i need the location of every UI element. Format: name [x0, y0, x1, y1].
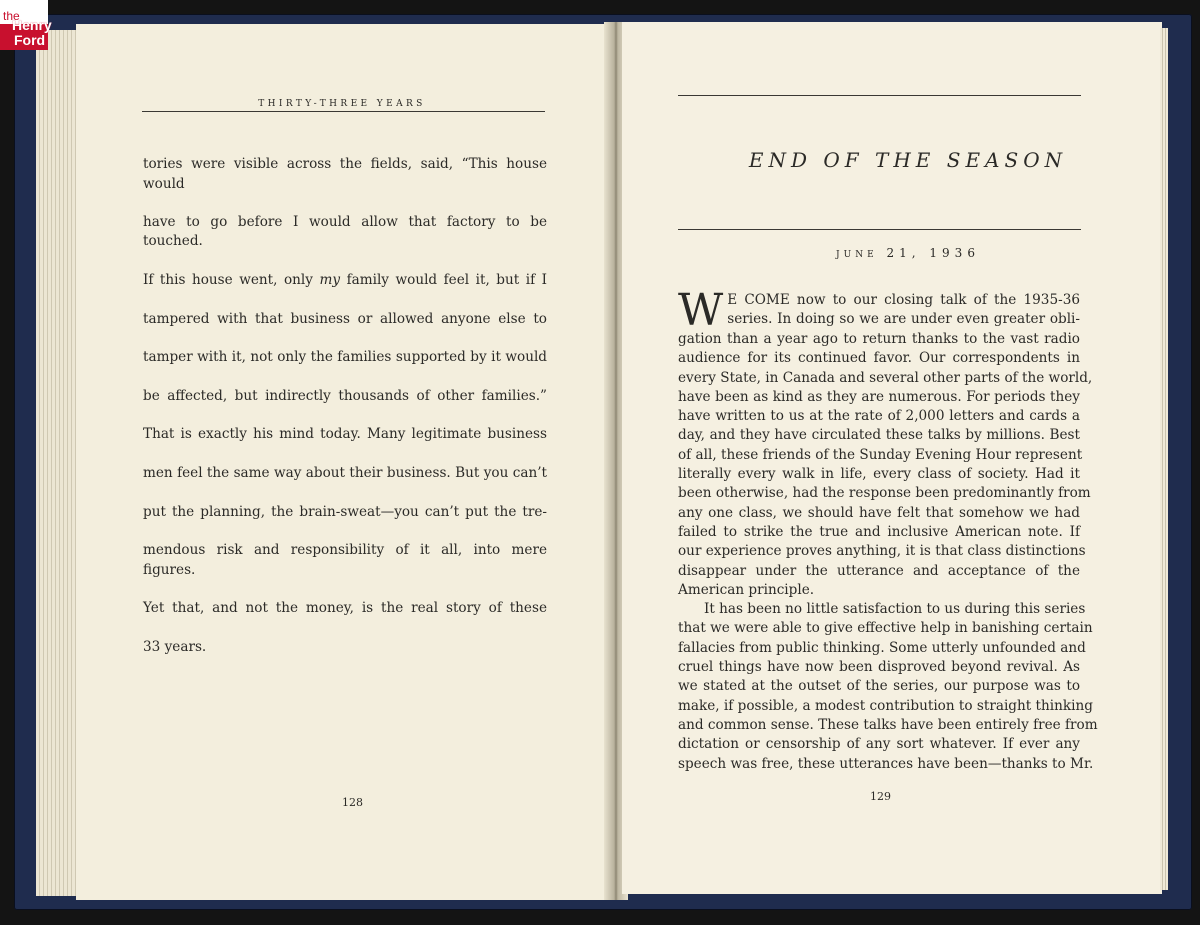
logo-ford-text: Ford: [14, 32, 46, 48]
right-page-edges: [1160, 28, 1168, 890]
text-line: have written to us at the rate of 2,000 letters and cards a: [678, 408, 1080, 425]
text-line: dictation or censorship of any sort whatever. If ever any: [678, 736, 1080, 753]
henry-ford-logo: [0, 0, 52, 50]
text-line: 33 years.: [143, 638, 207, 655]
text-line: disappear under the utterance and acceptance of the: [678, 562, 1080, 579]
chapter-title: END OF THE SEASON: [748, 148, 1068, 172]
left-page-edges: [36, 30, 80, 896]
text-line: be affected, but indirectly thousands of other families.”: [143, 387, 547, 404]
text-line: mendous risk and responsibility of it all, into mere figures.: [143, 542, 547, 578]
text-line: Yet that, and not the money, is the real story of these: [143, 600, 547, 617]
running-head-rule: [142, 111, 545, 112]
right-page: [622, 22, 1162, 894]
text-line: fallacies from public thinking. Some utterly unfounded and: [678, 639, 1086, 656]
text-line: and common sense. These talks have been entirely free from: [678, 716, 1098, 733]
text-line: American principle.: [678, 581, 815, 598]
text-line: any one class, we should have felt that somehow we had: [678, 504, 1080, 521]
text-line: If this house went, only my family would feel it, but if I: [143, 272, 548, 289]
text-line: put the planning, the brain-sweat—you can’t put the tre-: [143, 503, 547, 520]
text-line: been otherwise, had the response been predominantly from: [678, 485, 1091, 502]
text-line: our experience proves anything, it is that class distinctions: [678, 543, 1086, 560]
text-line: every State, in Canada and several other parts of the world,: [678, 369, 1093, 386]
text-line: tamper with it, not only the families supported by it would: [143, 349, 547, 366]
date-day-year: 21, 1936: [886, 246, 980, 260]
text-line: of all, these friends of the Sunday Evening Hour represent: [678, 446, 1083, 463]
title-rule-top: [678, 95, 1081, 96]
date-month: JUNE: [836, 250, 878, 260]
text-line: series. In doing so we are under even greater obli-: [727, 311, 1080, 328]
text-line: literally every walk in life, every class of society. Had it: [678, 466, 1080, 483]
text-line: cruel things have now been disproved beyond revival. As: [678, 659, 1080, 676]
text-line: gation than a year ago to return thanks to the vast radio: [678, 331, 1080, 347]
text-line: day, and they have circulated these talks by millions. Best: [678, 427, 1080, 444]
text-line: have to go before I would allow that factory to be touched.: [143, 214, 547, 250]
logo-henry-text: Henry: [12, 17, 52, 33]
drop-cap: W: [678, 285, 724, 336]
text-line: It has been no little satisfaction to us during this series: [704, 601, 1086, 618]
text-line: that we were able to give effective help in banishing certain: [678, 620, 1093, 637]
running-head: THIRTY-THREE YEARS: [258, 99, 426, 109]
page-number-right: 129: [870, 790, 891, 803]
text-line: have been as kind as they are numerous. For periods they: [678, 388, 1080, 405]
text-line: men feel the same way about their business. But you can’t: [143, 465, 547, 482]
text-line: tories were visible across the fields, said, “This house would: [143, 156, 547, 192]
dateline: [678, 246, 1138, 260]
text-line: make, if possible, a modest contribution to straight thinking: [678, 697, 1093, 714]
text-line: tampered with that business or allowed anyone else to: [143, 310, 547, 327]
text-line: audience for its continued favor. Our correspondents in: [678, 350, 1080, 367]
left-page-body: [143, 136, 547, 676]
text-line: That is exactly his mind today. Many legitimate business: [143, 426, 547, 443]
text-line: we stated at the outset of the series, our purpose was to: [678, 678, 1080, 695]
text-line: speech was free, these utterances have been—thanks to Mr.: [678, 755, 1094, 772]
left-page: [76, 24, 616, 900]
title-rule-bottom: [678, 229, 1081, 230]
right-page-body: [678, 285, 1098, 774]
text-line: E COME now to our closing talk of the 1935-36: [727, 292, 1080, 308]
page-number-left: 128: [342, 796, 363, 809]
text-line: failed to strike the true and inclusive American note. If: [678, 523, 1080, 540]
logo-the-text: the: [3, 9, 20, 23]
